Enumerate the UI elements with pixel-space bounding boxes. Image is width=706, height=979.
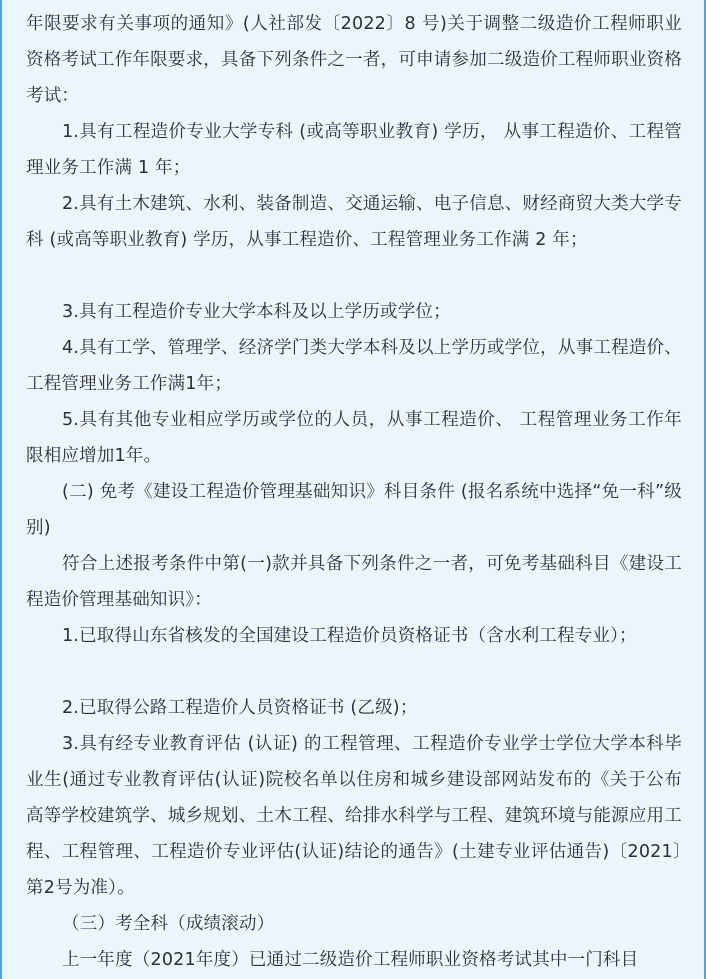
section-heading-exemption: (二) 免考《建设工程造价管理基础知识》科目条件 (报名系统中选择“免一科”级别) bbox=[26, 482, 682, 538]
condition-item-1: 1.具有工程造价专业大学专科 (或高等职业教育) 学历， 从事工程造价、工程管理业务工作满 1 年； bbox=[26, 122, 682, 178]
condition-item-2: 2.具有土木建筑、水利、装备制造、交通运输、电子信息、财经商贸大类大学专科 (或高等职业教育) 学历，从事工程造价、工程管理业务工作满 2 年； bbox=[26, 194, 682, 250]
condition-item-3: 3.具有工程造价专业大学本科及以上学历或学位； bbox=[62, 302, 451, 322]
exemption-item-1: 1.已取得山东省核发的全国建设工程造价员资格证书（含水利工程专业）； bbox=[62, 626, 637, 646]
section-heading-full-exam: （三）考全科（成绩滚动） bbox=[62, 914, 275, 934]
exemption-item-3: 3.具有经专业教育评估 (认证) 的工程管理、工程造价专业学士学位大学本科毕业生(通过专业教育评估(认证)院校名单以住房和城乡建设部网站发布的《关于公布高等学校建筑学、城乡规划、土木工程、给排水科学与工程、建筑环境与能源应用工程、工程管理、工程造价专业评估(认证)结论的通告》(土建专业评估通告)〔2021〕第2号为准）。 bbox=[26, 734, 682, 898]
exemption-item-2: 2.已取得公路工程造价人员资格证书 (乙级)； bbox=[62, 698, 418, 718]
intro-paragraph: 年限要求有关事项的通知》(人社部发〔2022〕8 号)关于调整二级造价工程师职业资格考试工作年限要求，具备下列条件之一者，可申请参加二级造价工程师职业资格考试： bbox=[26, 14, 682, 106]
full-exam-paragraph: 上一年度（2021年度）已通过二级造价工程师职业资格考试其中一门科目 bbox=[62, 950, 639, 970]
exemption-intro: 符合上述报考条件中第(一)款并具备下列条件之一者，可免考基础科目《建设工程造价管理基础知识》： bbox=[26, 554, 682, 610]
condition-item-5: 5.具有其他专业相应学历或学位的人员，从事工程造价、 工程管理业务工作年限相应增加1年。 bbox=[26, 410, 682, 466]
condition-item-4: 4.具有工学、管理学、经济学门类大学本科及以上学历或学位，从事工程造价、工程管理业务工作满1年； bbox=[26, 338, 682, 394]
